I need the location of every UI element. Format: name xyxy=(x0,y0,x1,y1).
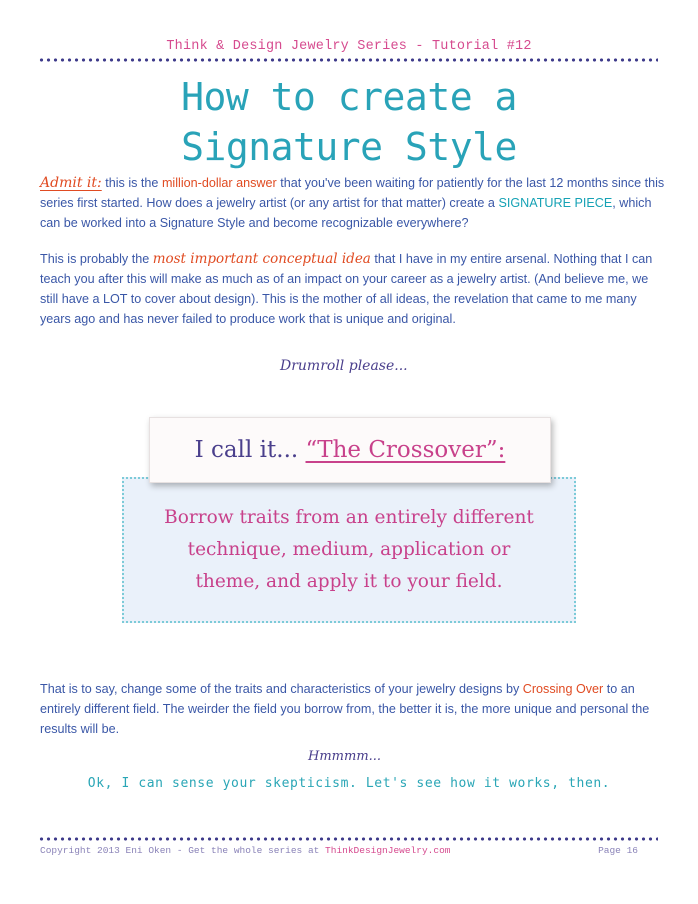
million-dollar-highlight: million-dollar answer xyxy=(161,176,277,190)
series-header: Think & Design Jewelry Series - Tutorial #12 xyxy=(166,39,532,54)
para2-text-1: This is probably the xyxy=(40,252,153,266)
title-line-1: How to create a xyxy=(181,75,517,119)
borrow-traits-box xyxy=(122,477,576,623)
intro-text-1: this is the xyxy=(101,176,162,190)
crossover-name: “The Crossover”: xyxy=(305,437,506,463)
intro-text-2: that you've been waiting for patiently for the last 12 months since this series first started. How does a jewelry artist (or any artist for that matter) create a xyxy=(40,176,665,210)
admit-it-label: Admit it: xyxy=(40,175,102,191)
bottom-dotted-divider xyxy=(38,837,658,841)
top-dotted-divider xyxy=(38,58,658,62)
skepticism-note: Ok, I can sense your skepticism. Let's see how it works, then. xyxy=(87,776,611,791)
hmm-note: Hmmmm... xyxy=(308,749,382,764)
para3-text-1: That is to say, change some of the traits and characteristics of your jewelry designs by xyxy=(40,682,523,696)
important-idea-highlight: most important conceptual idea xyxy=(152,251,371,267)
borrow-line-3: theme, and apply it to your field. xyxy=(195,571,503,592)
para2-text-2: that I have in my entire arsenal. Nothing that I can teach you after this will make as much as of an impact on your career as a jewelry artist. (And believe me, we still have a LOT to cover about design). This is the mother of all ideas, the revelation that came to me many years ago and has never failed to produce work that is unique and original. xyxy=(40,252,653,326)
page-title xyxy=(0,72,698,172)
important-idea-paragraph xyxy=(40,249,665,329)
title-line-2: Signature Style xyxy=(181,125,517,169)
crossing-over-highlight: Crossing Over xyxy=(522,682,604,696)
callout-prefix: I call it... xyxy=(194,437,299,463)
drumroll-note: Drumroll please... xyxy=(280,358,408,374)
intro-paragraph xyxy=(40,173,665,233)
borrow-line-1: Borrow traits from an entirely different xyxy=(164,507,534,528)
crossover-callout xyxy=(149,417,551,483)
page-footer xyxy=(40,845,640,856)
crossing-over-paragraph xyxy=(40,679,665,739)
site-link[interactable]: ThinkDesignJewelry.com xyxy=(325,845,451,856)
borrow-line-2: technique, medium, application or xyxy=(187,539,511,560)
intro-text-3: , which can be worked into a Signature Style and become recognizable everywhere? xyxy=(40,196,652,230)
copyright-text: Copyright 2013 Eni Oken - Get the whole series at xyxy=(40,845,326,856)
page-number: Page 16 xyxy=(598,845,638,856)
para3-text-2: to an entirely different field. The weirder the field you borrow from, the better it is, the more unique and personal the results will be. xyxy=(40,682,650,736)
signature-piece-highlight: SIGNATURE PIECE xyxy=(498,196,613,210)
